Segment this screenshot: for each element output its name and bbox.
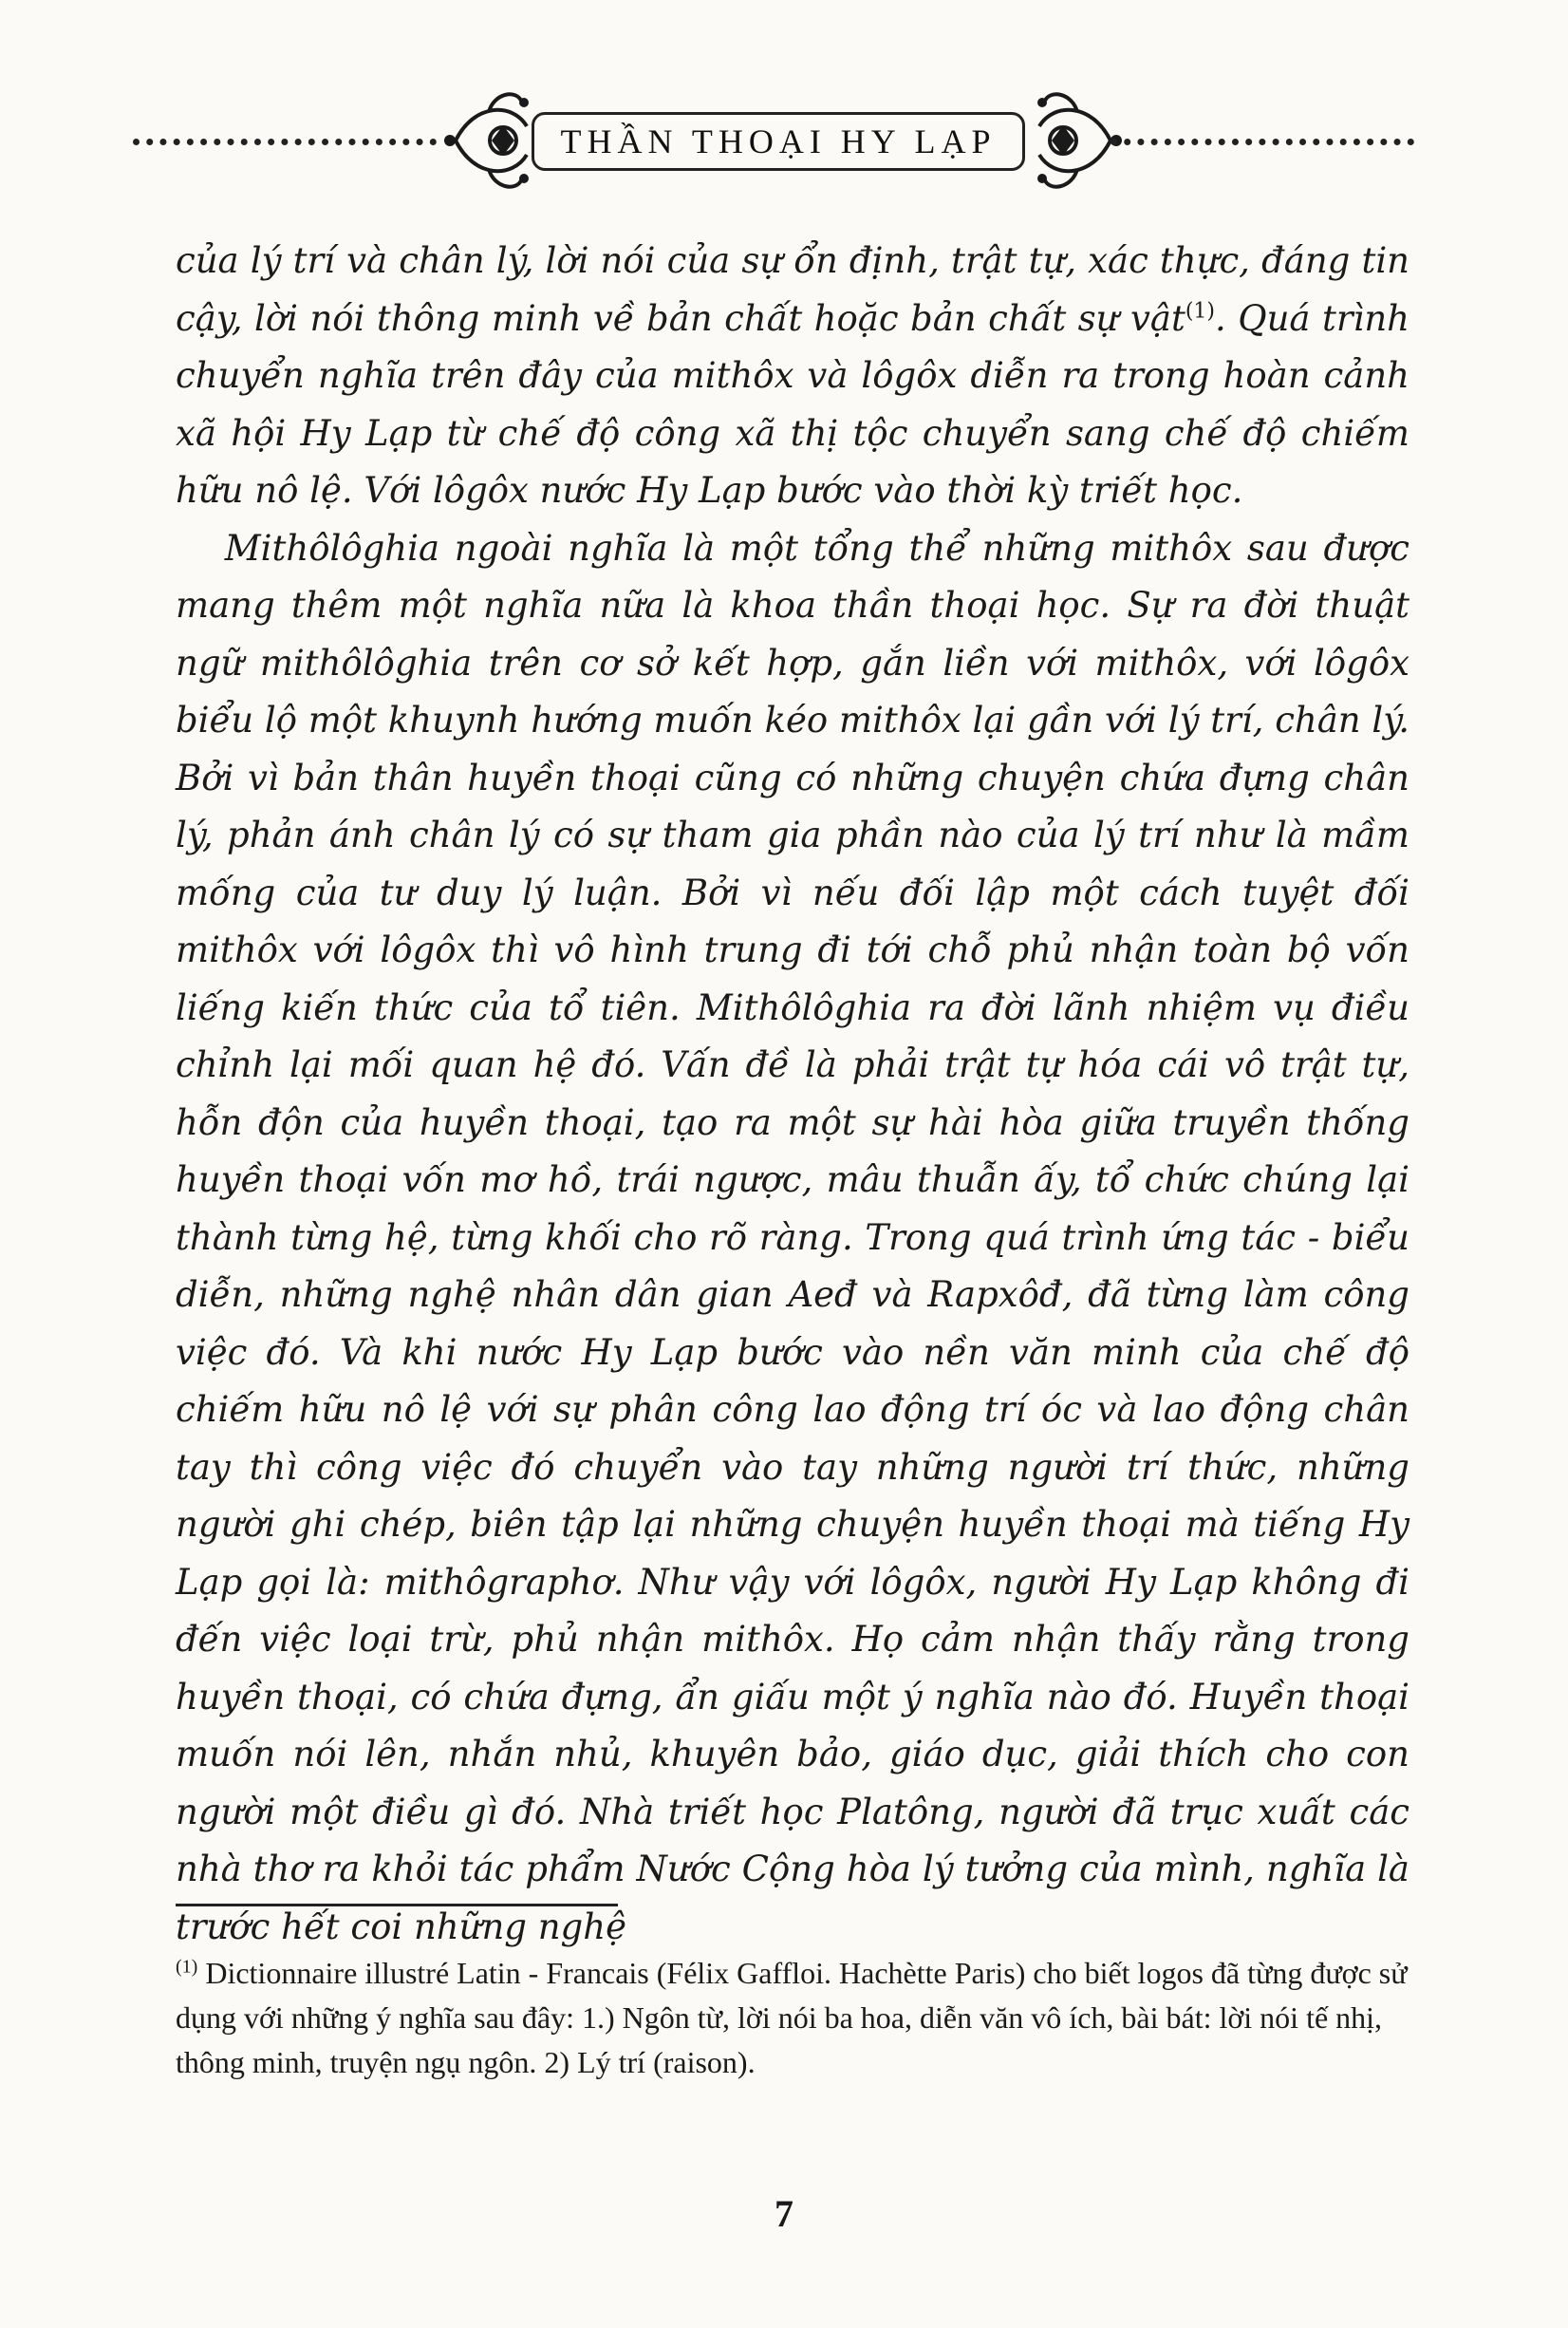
footnote-reference: (1) [1185,299,1215,324]
running-header [123,84,1414,197]
footnote-text: Dictionnaire illustré Latin - Francais (Félix Gaffloi. Hachètte Paris) cho biết logos đã từng được sử dụng với những ý nghĩa sau đây: 1.) Ngôn từ, lời nói ba hoa, diễn văn vô ích, bài bát: lời nói tế nhị, thông minh, truyện ngụ ngôn. 2) Lý trí (raison). [176,1956,1408,2079]
header-dotted-line-left [133,139,437,145]
paragraph [176,233,1409,520]
scroll-ornament-icon [437,84,541,197]
footnote-paragraph [176,1951,1409,2085]
footnote [176,1951,1409,2085]
page-number: 7 [775,2192,793,2235]
header-dotted-line-right [1111,139,1414,145]
paragraph-text: . Quá trình chuyển nghĩa trên đây của mithôx và lôgôx diễn ra trong hoàn cảnh xã hội Hy Lạp từ chế độ công xã thị tộc chuyển sang chế độ chiếm hữu nô lệ. Với lôgôx nước Hy Lạp bước vào thời kỳ triết học. [176,297,1409,511]
footnote-divider [176,1904,618,1906]
paragraph: Mithôlôghia ngoài nghĩa là một tổng thể những mithôx sau được mang thêm một nghĩa nữa là khoa thần thoại học. Sự ra đời thuật ngữ mithôlôghia trên cơ sở kết hợp, gắn liền với mithôx, với lôgôx biểu lộ một khuynh hướng muốn kéo mithôx lại gần với lý trí, chân lý. Bởi vì bản thân huyền thoại cũng có những chuyện chứa đựng chân lý, phản ánh chân lý có sự tham gia phần nào của lý trí như là mầm mống của tư duy lý luận. Bởi vì nếu đối lập một cách tuyệt đối mithôx với lôgôx thì vô hình trung đi tới chỗ phủ nhận toàn bộ vốn liếng kiến thức của tổ tiên. Mithôlôghia ra đời lãnh nhiệm vụ điều chỉnh lại mối quan hệ đó. Vấn đề là phải trật tự hóa cái vô trật tự, hỗn độn của huyền thoại, tạo ra một sự hài hòa giữa truyền thống huyền thoại vốn mơ hồ, trái ngược, mâu thuẫn ấy, tổ chức chúng lại thành từng hệ, từng khối cho rõ ràng. Trong quá trình ứng tác - biểu diễn, những nghệ nhân dân gian Aeđ và Rapxôđ, đã từng làm công việc đó. Và khi nước Hy Lạp bước vào nền văn minh của chế độ chiếm hữu nô lệ với sự phân công lao động trí óc và lao động chân tay thì công việc đó chuyển vào tay những người trí thức, những người ghi chép, biên tập lại những chuyện huyền thoại mà tiếng Hy Lạp gọi là: mithôgraphơ. Như vậy với lôgôx, người Hy Lạp không đi đến việc loại trừ, phủ nhận mithôx. Họ cảm nhận thấy rằng trong huyền thoại, có chứa đựng, ẩn giấu một ý nghĩa nào đó. Huyền thoại muốn nói lên, nhắn nhủ, khuyên bảo, giáo dục, giải thích cho con người một điều gì đó. Nhà triết học Platông, người đã trục xuất các nhà thơ ra khỏi tác phẩm Nước Cộng hòa lý tưởng của mình, nghĩa là trước hết coi những nghệ [176,527,1409,1947]
paragraph-text: của lý trí và chân lý, lời nói của sự ổn định, trật tự, xác thực, đáng tin cậy, lời nói thông minh về bản chất hoặc bản chất sự vật [176,240,1409,339]
running-header-title: THẦN THOẠI HY LẠP [532,112,1025,171]
footnote-mark: (1) [176,1956,198,1978]
main-text [176,233,1409,1956]
